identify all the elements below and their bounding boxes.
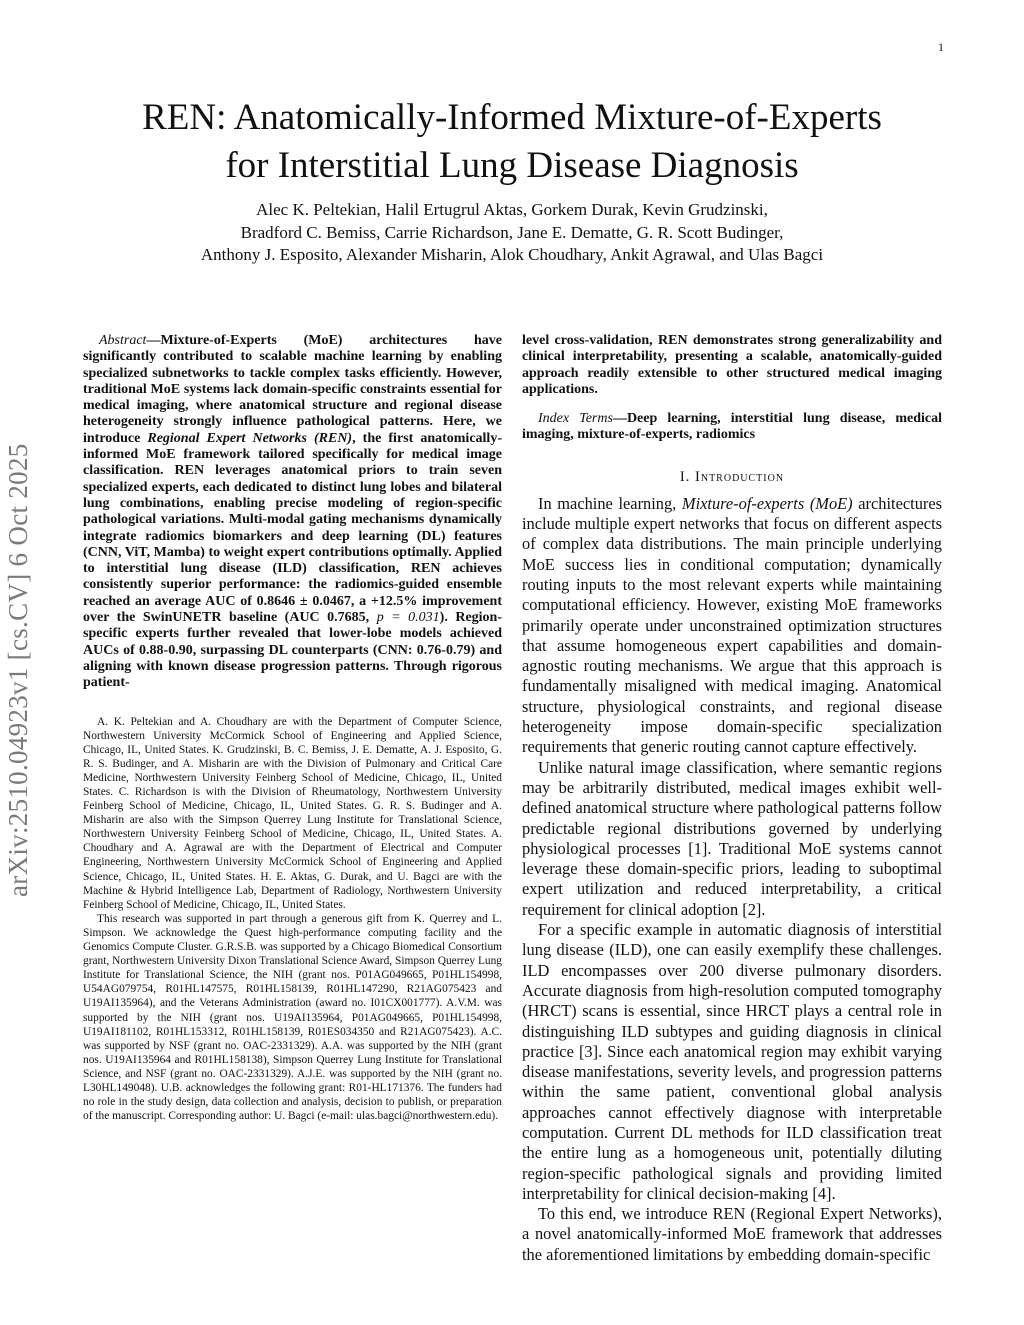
abstract-label: Abstract	[99, 333, 147, 348]
footnote-funding: This research was supported in part through a generous gift from K. Querrey and L. Simpson. We acknowledge the Quest high-performance computing facility and the Genomics Compute Cluster. G.R.S.B. was supported by a Chicago Biomedical Consortium grant, Northwestern University Dixon Translational Science Award, Simpson Querrey Lung Institute for Translational Science, the NIH (grant nos. P01AG049665, P01HL154998, U54AG079754, R01HL147575, R01HL158139, R01HL147290, R21AG075423 and U19AI135964), and the Veterans Administration (award no. I01CX001777). A.V.M. was supported by the NIH (grant nos. U19AI135964, P01AG049665, P01HL154998, U19AI181102, R01HL153312, R01HL158139, R01ES034350 and R21AG075423). A.C. was supported by NSF (grant no. OAC-2331329). A.A. was supported by the NIH (grant nos. U19AI135964 and R01HL158138), Simpson Querrey Lung Institute for Translational Science, and NSF (grant no. OAC-2331329). A.J.E. was supported by the NIH (grant no. L30HL149048). U.B. acknowledges the following grant: R01-HL171376. The funders had no role in the study design, data collection and analysis, decision to publish, or preparation of the manuscript. Corresponding author: U. Bagci (e-mail: ulas.bagci@northwestern.edu).	[83, 912, 502, 1123]
abstract-text-1: —Mixture-of-Experts (MoE) architectures have significantly contributed to scalable machine learning by enabling specialized subnetworks to tackle complex tasks efficiently. However, traditional MoE systems lack domain-specific constraints essential for medical imaging, where anatomical structure and regional disease heterogeneity strongly influence pathological patterns. Here, we introduce	[83, 333, 502, 446]
abstract-text-2: , the first anatomically-informed MoE framework tailored specifically for medical image classification. REN leverages anatomical priors to train seven specialized experts, each dedicated to distinct lung lobes and bilateral lung combinations, enabling precise modeling of region-specific pathological variations. Multi-modal gating mechanisms dynamically integrate radiomics biomarkers and deep learning (DL) features (CNN, ViT, Mamba) to weight expert contributions optimally. Applied to interstitial lung disease (ILD) classification, REN achieves consistently superior performance: the radiomics-guided ensemble reached an average AUC of 0.8646 ± 0.0467, a +12.5% improvement over the SwinUNETR baseline (AUC 0.7685,	[83, 430, 502, 626]
intro-paragraph-2: Unlike natural image classification, where semantic regions may be arbitrarily distributed, medical images exhibit well-defined anatomical structure where pathological patterns follow predictable regional distributions governed by underlying physiological processes [1]. Traditional MoE systems cannot leverage these domain-specific priors, leading to suboptimal expert utilization and reduced interpretability, a critical requirement for clinical adoption [2].	[522, 757, 942, 919]
abstract-ren-term: Regional Expert Networks (REN)	[147, 430, 353, 446]
title-line-1: REN: Anatomically-Informed Mixture-of-Experts	[142, 97, 882, 138]
authors-line-3: Anthony J. Esposito, Alexander Misharin, Alok Choudhary, Ankit Agrawal, and Ulas Bagci	[200, 245, 824, 264]
abstract-text-3: ). Region-specific experts further revealed that lower-lobe models achieved AUCs of 0.88-0.90, surpassing DL counterparts (CNN: 0.76-0.79) and aligning with known disease progression patterns. Through rigorous patient-	[83, 610, 503, 691]
introduction-body	[522, 494, 942, 1265]
abstract	[83, 333, 502, 692]
intro-paragraph-4: To this end, we introduce REN (Regional Expert Networks), a novel anatomically-informed MoE framework that addresses the aforementioned limitations by embedding domain-specific	[522, 1204, 942, 1264]
section-heading-introduction	[522, 469, 942, 486]
intro-paragraph-1	[522, 494, 942, 758]
authors-line-2: Bradford C. Bemiss, Carrie Richardson, Jane E. Dematte, G. R. Scott Budinger,	[240, 222, 784, 242]
abstract-continuation: level cross-validation, REN demonstrates strong generalizability and clinical interpretability, presenting a scalable, anatomically-guided approach readily extensible to other structured medical imaging applications.	[522, 333, 942, 397]
section-title: Introduction	[695, 468, 785, 485]
title-line-2: for Interstitial Lung Disease Diagnosis	[225, 145, 799, 186]
intro-p1-start: In machine learning,	[538, 493, 682, 513]
intro-paragraph-3: For a specific example in automatic diagnosis of interstitial lung disease (ILD), one can easily exemplify these challenges. ILD encompasses over 200 diverse pulmonary disorders. Accurate diagnosis from high-resolution computed tomography (HRCT) scans is essential, since HRCT plays a central role in distinguishing ILD subtypes and guiding diagnosis in clinical practice [3]. Since each anatomical region may exhibit varying disease manifestations, severity levels, and progression patterns within the same patient, conventional global analysis approaches cannot effectively diagnose with interpretable computation. Current DL methods for ILD classification treat the entire lung as a homogeneous unit, potentially diluting region-specific pathological signals and providing limited interpretability for clinical decision-making [4].	[522, 920, 942, 1203]
abstract-p-value: p = 0.031	[376, 610, 440, 626]
index-terms-text: —Deep learning, interstitial lung disease, medical imaging, mixture-of-experts, radiomics	[522, 411, 942, 443]
arxiv-identifier: arXiv:2510.04923v1 [cs.CV] 6 Oct 2025	[3, 443, 33, 897]
authors-line-1: Alec K. Peltekian, Halil Ertugrul Aktas, Gorkem Durak, Kevin Grudzinski,	[256, 200, 768, 219]
footnotes	[83, 715, 502, 1124]
index-terms-label: Index Terms	[538, 411, 613, 427]
author-list	[0, 199, 1024, 267]
index-terms	[522, 411, 942, 444]
section-number: I.	[679, 468, 691, 485]
paper-title	[0, 94, 1024, 190]
page-number: 1	[938, 40, 944, 54]
intro-p1-term: Mixture-of-experts (MoE)	[681, 493, 853, 513]
intro-p1-rest: architectures include multiple expert networks that focus on different aspects of complex data distributions. The main principle underlying MoE success lies in conditional computation; dynamically routing inputs to the most relevant experts while maintaining computational efficiency. However, existing MoE frameworks primarily operate under unconstrained optimization structures that assume homogeneous expert capabilities and domain-agnostic routing mechanisms. We argue that this approach is fundamentally misaligned with medical imaging. Anatomical structure, physiological constraints, and regional disease heterogeneity impose domain-specific specialization requirements that generic routing cannot capture effectively.	[522, 493, 942, 757]
footnote-affiliations: A. K. Peltekian and A. Choudhary are with the Department of Computer Science, Northwestern University McCormick School of Engineering and Applied Science, Chicago, IL, United States. K. Grudzinski, B. C. Bemiss, J. E. Dematte, A. J. Esposito, G. R. S. Budinger, and A. Misharin are with the Division of Pulmonary and Critical Care Medicine, Northwestern University Feinberg School of Medicine, Chicago, IL, United States. C. Richardson is with the Division of Rheumatology, Northwestern University Feinberg School of Medicine, Chicago, IL, United States. G. R. S. Budinger and A. Misharin are also with the Simpson Querrey Lung Institute for Translational Science, Northwestern University Feinberg School of Medicine, Chicago, IL, United States. A. Choudhary and A. Agrawal are with the Department of Electrical and Computer Engineering, Northwestern University McCormick School of Engineering and Applied Science, Chicago, IL, United States. H. E. Aktas, G. Durak, and U. Bagci are with the Machine & Hybrid Intelligence Lab, Department of Radiology, Northwestern University Feinberg School of Medicine, Chicago, IL, United States.	[83, 715, 502, 911]
right-column	[522, 333, 942, 1265]
left-column	[83, 333, 502, 1123]
